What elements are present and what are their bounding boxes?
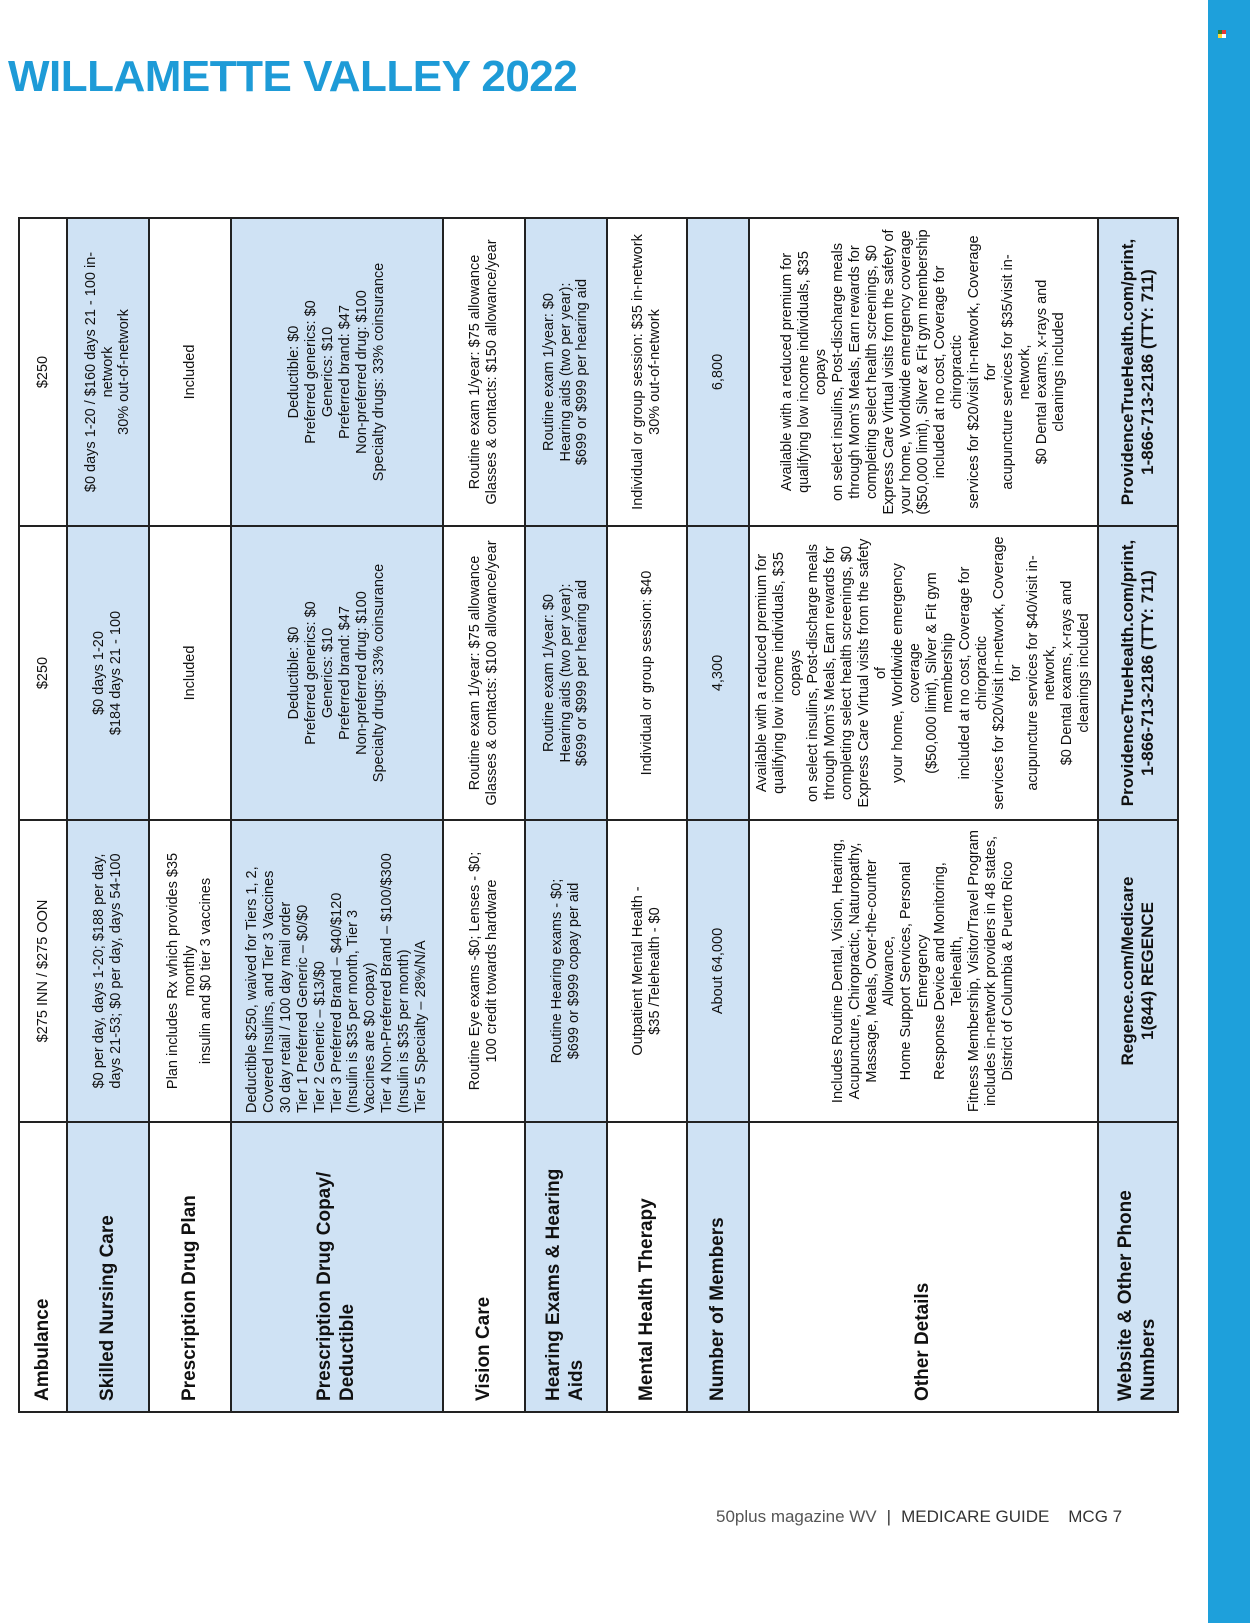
row-label: Number of Members: [687, 1122, 749, 1412]
cell-plan-3: Routine exam 1/year: $75 allowance Glasses & contacts: $150 allowance/year: [443, 218, 525, 526]
cell-plan-1: About 64,000: [687, 820, 749, 1122]
cell-plan-3: Included: [149, 218, 231, 526]
table-row: [67, 218, 149, 1412]
cell-plan-2: $250: [19, 526, 67, 820]
comparison-table: [18, 217, 1179, 1413]
cell-plan-3: Routine exam 1/year: $0 Hearing aids (two per year): $699 or $999 per hearing aid: [525, 218, 607, 526]
page-footer: [716, 1507, 1122, 1529]
cell-plan-2: Routine exam 1/year: $75 allowance Glasses & contacts: $100 allowance/year: [443, 526, 525, 820]
cell-plan-2: $0 days 1-20 $184 days 21 - 100: [67, 526, 149, 820]
cell-plan-3: Deductible: $0 Preferred generics: $0 Generics: $10 Preferred brand: $47 Non-preferred drug: $100 Specialty drugs: 33% coinsurance: [231, 218, 443, 526]
table-row: [749, 218, 1098, 1412]
row-label: Ambulance: [19, 1122, 67, 1412]
cell-plan-1: Routine Hearing exams - $0; $699 or $999 copay per aid: [525, 820, 607, 1122]
table-row: [19, 218, 67, 1412]
table-row: [231, 218, 443, 1412]
cell-plan-2: ProvidenceTrueHealth.com/print, 1-866-713-2186 (TTY: 711): [1098, 526, 1178, 820]
row-label: Vision Care: [443, 1122, 525, 1412]
cell-plan-1: $0 per day, days 1-20; $188 per day, days 21-53; $0 per day, days 54-100: [67, 820, 149, 1122]
table-row: [443, 218, 525, 1412]
footer-guide: MEDICARE GUIDE: [901, 1507, 1050, 1526]
footer-magazine: 50plus magazine WV: [716, 1507, 877, 1526]
table-row: [687, 218, 749, 1412]
row-label: Website & Other Phone Numbers: [1098, 1122, 1178, 1412]
cell-plan-3: Individual or group session: $35 in-network 30% out-of-network: [607, 218, 687, 526]
cell-plan-3: Available with a reduced premium for qualifying low income individuals, $35 copays on select insulins, Post-discharge meals through Mom's Meals, Earn rewards for completing select health screenings, $0 Express Care Virtual visits from the safety of your home, Worldwide emergency coverage ($50,000 limit), Silver & Fit gym membership included at no cost, Coverage for chiropractic services for $20/visit in-network, Coverage for acupuncture services for $35/visit in-network, $0 Dental exams, x-rays and cleanings included: [749, 218, 1098, 526]
cell-plan-3: 6,800: [687, 218, 749, 526]
row-label: Skilled Nursing Care: [67, 1122, 149, 1412]
cell-plan-2: Individual or group session: $40: [607, 526, 687, 820]
side-color-bar: [1208, 0, 1250, 1623]
cell-plan-2: Available with a reduced premium for qualifying low income individuals, $35 copays on select insulins, Post-discharge meals through Mom's Meals, Earn rewards for completing select health screenings, $0 Express Care Virtual visits from the safety of your home, Worldwide emergency coverage ($50,000 limit), Silver & Fit gym membership included at no cost, Coverage for chiropractic services for $20/visit in-network, Coverage for acupuncture services for $40/visit in-network, $0 Dental exams, x-rays and cleanings included: [749, 526, 1098, 820]
table-row: [1098, 218, 1178, 1412]
cell-plan-2: Deductible: $0 Preferred generics: $0 Generics: $10 Preferred brand: $47 Non-preferred drug: $100 Specialty drugs: 33% coinsurance: [231, 526, 443, 820]
corner-mark-icon: [1218, 30, 1226, 38]
cell-plan-1: $275 INN / $275 OON: [19, 820, 67, 1122]
row-label: Mental Health Therapy: [607, 1122, 687, 1412]
row-label: Hearing Exams & Hearing Aids: [525, 1122, 607, 1412]
cell-plan-3: $250: [19, 218, 67, 526]
cell-plan-1: Plan includes Rx which provides $35 monthly insulin and $0 tier 3 vaccines: [149, 820, 231, 1122]
cell-plan-1: Routine Eye exams -$0; Lenses - $0; 100 credit towards hardware: [443, 820, 525, 1122]
comparison-table-container: [18, 219, 1160, 1413]
cell-plan-2: Routine exam 1/year: $0 Hearing aids (two per year): $699 or $999 per hearing aid: [525, 526, 607, 820]
cell-plan-1: Deductible $250, waived for Tiers 1, 2, Covered Insulins, and Tier 3 Vaccines 30 day retail / 100 day mail order Tier 1 Preferred Generic – $0/$0 Tier 2 Generic – $13/$0 Tier 3 Preferred Brand – $40/$120 (Insulin is $35 per month, Tier 3 Vaccines are $0 copay) Tier 4 Non-Preferred Brand – $100/$300 (Insulin is $35 per month) Tier 5 Specialty – 28%/N/A: [231, 820, 443, 1122]
row-label: Other Details: [749, 1122, 1098, 1412]
row-label: Prescription Drug Plan: [149, 1122, 231, 1412]
cell-plan-3: ProvidenceTrueHealth.com/print, 1-866-713-2186 (TTY: 711): [1098, 218, 1178, 526]
footer-page-number: MCG 7: [1068, 1507, 1123, 1526]
cell-plan-2: 4,300: [687, 526, 749, 820]
footer-separator: |: [886, 1507, 892, 1526]
row-label: Prescription Drug Copay/ Deductible: [231, 1122, 443, 1412]
cell-plan-1: Outpatient Mental Health - $35 /Telehealth - $0: [607, 820, 687, 1122]
cell-plan-1: Regence.com/Medicare 1(844) REGENCE: [1098, 820, 1178, 1122]
cell-plan-2: Included: [149, 526, 231, 820]
page-title: WILLAMETTE VALLEY 2022: [8, 52, 578, 101]
table-row: [525, 218, 607, 1412]
cell-plan-3: $0 days 1-20 / $160 days 21 - 100 in-network 30% out-of-network: [67, 218, 149, 526]
cell-plan-1: Includes Routine Dental, Vision, Hearing, Acupuncture, Chiropractic, Naturopathy, Massage, Meals, Over-the-counter Allowance, Home Support Services, Personal Emergency Response Device and Monitoring, Telehealth, Fitness Membership, Visitor/Travel Program includes in-network providers in 48 states, District of Columbia & Puerto Rico: [749, 820, 1098, 1122]
table-row: [607, 218, 687, 1412]
table-row: [149, 218, 231, 1412]
